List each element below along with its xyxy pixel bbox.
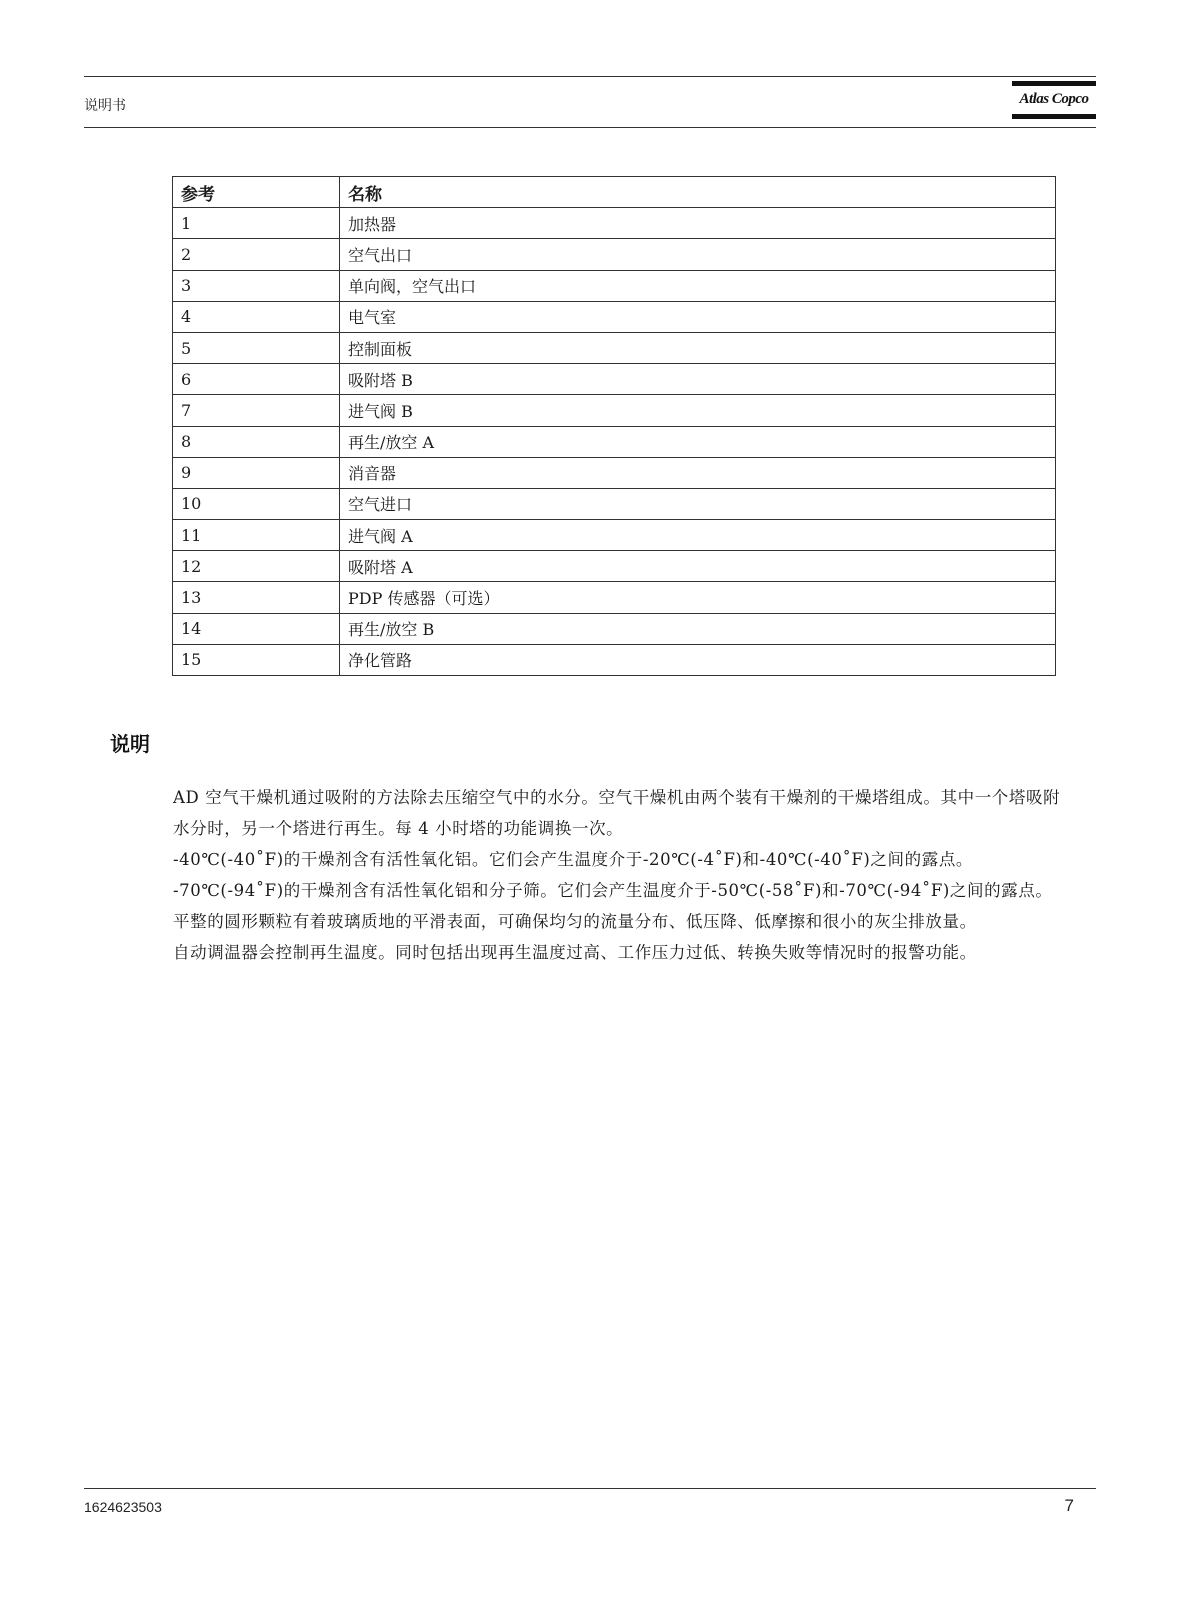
row-name-cell: 单向阀，空气出口 <box>340 270 1056 301</box>
row-ref-cell: 2 <box>173 239 340 270</box>
section-title: 说明 <box>110 732 150 756</box>
row-ref-cell: 4 <box>173 301 340 332</box>
row-name-cell: 空气进口 <box>340 488 1056 519</box>
logo-top-bar <box>1012 81 1096 86</box>
row-name-cell: 进气阀 B <box>340 395 1056 426</box>
document-number: 1624623503 <box>84 1499 162 1515</box>
table-row <box>173 208 1056 239</box>
description-paragraph: 平整的圆形颗粒有着玻璃质地的平滑表面，可确保均匀的流量分布、低压降、低摩擦和很小的灰尘排放量。 <box>173 912 977 931</box>
row-ref-cell: 5 <box>173 332 340 363</box>
description-paragraph: 自动调温器会控制再生温度。同时包括出现再生温度过高、工作压力过低、转换失败等情况时的报警功能。 <box>173 943 977 962</box>
row-ref-cell: 7 <box>173 395 340 426</box>
row-name-cell: 再生/放空 B <box>340 613 1056 644</box>
row-ref-cell: 1 <box>173 208 340 239</box>
row-name-cell: 空气出口 <box>340 239 1056 270</box>
table-row <box>173 551 1056 582</box>
column-header-name: 名称 <box>340 177 1056 208</box>
row-ref-cell: 8 <box>173 426 340 457</box>
page-number: 7 <box>1064 1496 1074 1515</box>
row-name-cell: 吸附塔 A <box>340 551 1056 582</box>
table-row <box>173 488 1056 519</box>
column-header-ref: 参考 <box>173 177 340 208</box>
table-row <box>173 613 1056 644</box>
row-name-cell: 消音器 <box>340 457 1056 488</box>
table-row <box>173 582 1056 613</box>
description-paragraph: -40℃(-40˚F)的干燥剂含有活性氧化铝。它们会产生温度介于-20℃(-4˚F)和-40℃(-40˚F)之间的露点。 <box>173 850 974 869</box>
header-title: 说明书 <box>84 98 126 114</box>
page-header <box>84 76 1096 128</box>
table-row <box>173 644 1056 675</box>
table-row <box>173 270 1056 301</box>
description-paragraph: AD 空气干燥机通过吸附的方法除去压缩空气中的水分。空气干燥机由两个装有干燥剂的干燥塔组成。其中一个塔吸附水分时，另一个塔进行再生。每 4 小时塔的功能调换一次。 <box>173 788 1061 838</box>
row-ref-cell: 15 <box>173 644 340 675</box>
row-ref-cell: 9 <box>173 457 340 488</box>
table-row <box>173 332 1056 363</box>
table-row <box>173 364 1056 395</box>
row-name-cell: 净化管路 <box>340 644 1056 675</box>
row-ref-cell: 13 <box>173 582 340 613</box>
table-row <box>173 426 1056 457</box>
table-row <box>173 239 1056 270</box>
row-name-cell: 吸附塔 B <box>340 364 1056 395</box>
table-header-row <box>173 177 1056 208</box>
row-ref-cell: 11 <box>173 520 340 551</box>
row-ref-cell: 6 <box>173 364 340 395</box>
parts-table <box>172 176 1056 676</box>
table-row <box>173 457 1056 488</box>
atlas-copco-logo <box>1012 81 1096 121</box>
row-name-cell: PDP 传感器（可选） <box>340 582 1056 613</box>
logo-bottom-bar <box>1012 114 1096 119</box>
row-name-cell: 进气阀 A <box>340 520 1056 551</box>
page-footer <box>84 1488 1096 1515</box>
description-paragraph: -70℃(-94˚F)的干燥剂含有活性氧化铝和分子筛。它们会产生温度介于-50℃(-58˚F)和-70℃(-94˚F)之间的露点。 <box>173 881 1053 900</box>
row-name-cell: 加热器 <box>340 208 1056 239</box>
table-row <box>173 395 1056 426</box>
table-row <box>173 520 1056 551</box>
logo-text: Atlas Copco <box>1019 91 1089 107</box>
row-ref-cell: 14 <box>173 613 340 644</box>
row-ref-cell: 10 <box>173 488 340 519</box>
table-row <box>173 301 1056 332</box>
row-ref-cell: 3 <box>173 270 340 301</box>
table-body <box>173 208 1056 676</box>
row-name-cell: 再生/放空 A <box>340 426 1056 457</box>
row-ref-cell: 12 <box>173 551 340 582</box>
description-text <box>173 782 1073 968</box>
row-name-cell: 电气室 <box>340 301 1056 332</box>
row-name-cell: 控制面板 <box>340 332 1056 363</box>
